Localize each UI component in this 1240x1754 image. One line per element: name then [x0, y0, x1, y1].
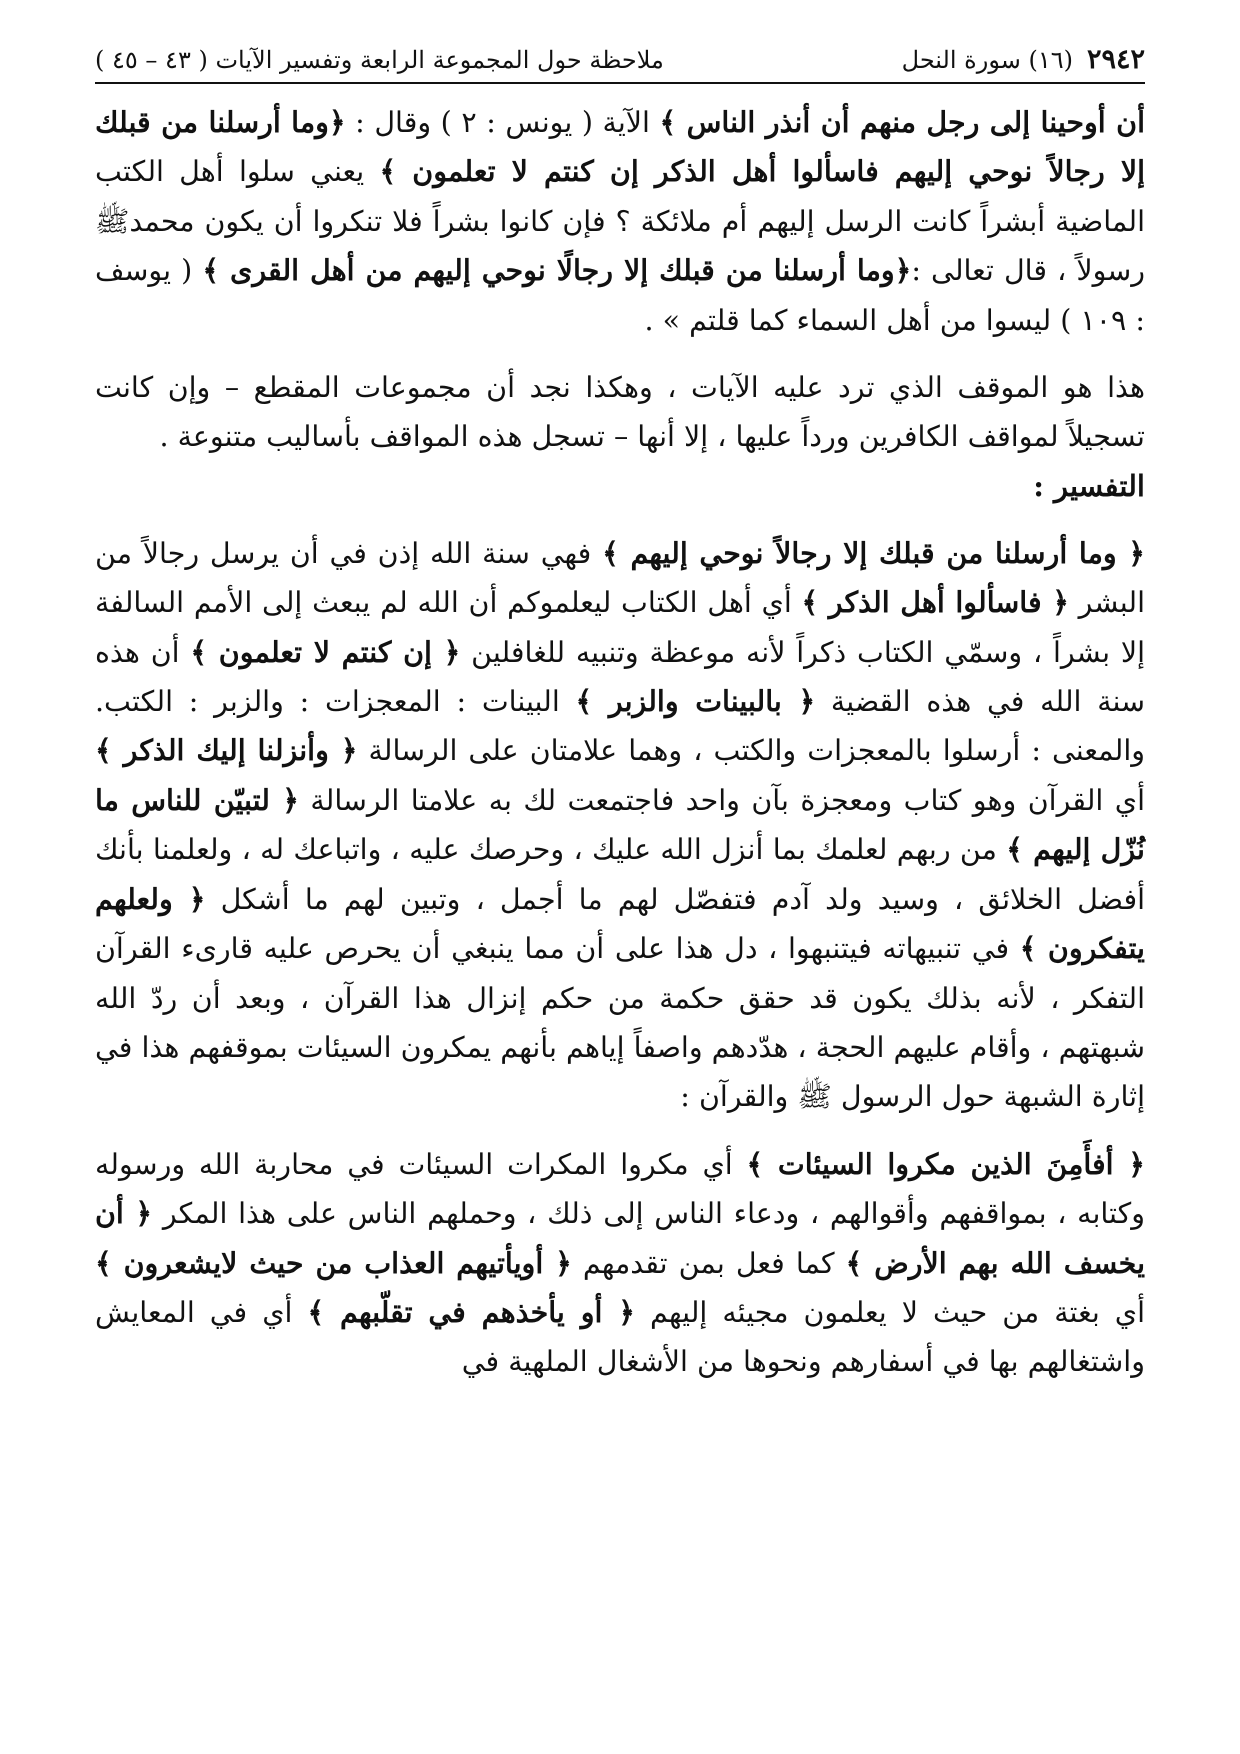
- commentary-text: أي أهل الكتاب ليعلموكم أن الله لم يبعث إلى الأمم السالفة إلا بشراً ، وسمّي الكتاب ذكراً لأنه موعظة وتنبيه للغافلين: [95, 586, 1145, 669]
- commentary-text: البينات : المعجزات : والزبر : الكتب. والمعنى : أرسلوا بالمعجزات والكتب ، وهما علامتان على الرسالة: [95, 685, 1145, 768]
- commentary-text: أي القرآن وهو كتاب ومعجزة بآن واحد فاجتمعت لك به علامتا الرسالة: [298, 783, 1145, 817]
- section-topic: ملاحظة حول المجموعة الرابعة وتفسير الآيات ( ٤٣ – ٤٥ ): [95, 46, 664, 74]
- quran-quote: ﴿ لتبيّن للناس ما نُزّل إليهم ﴾: [95, 782, 1145, 867]
- commentary-text: أي في المعايش واشتغالهم بها في أسفارهم ونحوها من الأشغال الملهية في: [95, 1295, 1145, 1379]
- quran-quote: ﴿ أو يأخذهم في تقلّبهم ﴾: [307, 1294, 635, 1329]
- quran-quote: ﴿ بالبينات والزبر ﴾: [575, 684, 816, 719]
- commentary-text: كما فعل بمن تقدمهم: [571, 1246, 846, 1280]
- body-text: [95, 98, 1145, 1387]
- quran-quote: ﴿ ولعلهم يتفكرون ﴾: [95, 881, 1145, 966]
- paragraph-2: [95, 363, 1145, 462]
- quran-quote: ﴿ فاسألوا أهل الذكر ﴾: [801, 585, 1069, 620]
- commentary-text: ( يوسف : ١٠٩ ) ليسوا من أهل السماء كما قلتم » .: [95, 254, 1145, 337]
- quran-quote: ﴿وما أرسلنا من قبلك إلا رجالًا نوحي إليهم من أهل القرى ﴾: [202, 253, 912, 288]
- tafsir-paragraph-1: [95, 529, 1145, 1122]
- quran-quote: ﴿ إن كنتم لا تعلمون ﴾: [190, 634, 461, 669]
- paragraph-1: [95, 98, 1145, 345]
- commentary-text: أي مكروا المكرات السيئات في محاربة الله ورسوله وكتابه ، بمواقفهم وأقوالهم ، ودعاء الناس إلى ذلك ، وحملهم الناس على هذا المكر: [95, 1147, 1145, 1231]
- commentary-text: من ربهم لعلمك بما أنزل الله عليك ، وحرصك عليه ، واتباعك له ، ولعلمنا بأنك أفضل الخلائق ، وسيد ولد آدم فتفصّل لهم ما أجمل ، وتبين لهم ما أشكل: [95, 833, 1145, 916]
- commentary-text: في تنبيهاته فيتنبهوا ، دل هذا على أن مما ينبغي أن يحرص عليه قارىء القرآن التفكر ، لأنه بذلك يكون قد حقق حكمة من حكم إنزال هذا القرآن ، وبعد أن ردّ الله شبهتهم ، وأقام عليهم الحجة ، هدّدهم واصفاً إياهم بأنهم يمكرون السيئات بموقفهم هذا في إثارة الشبهة حول الرسول ﷺ والقرآن :: [95, 932, 1145, 1114]
- quran-quote: ﴿ أفأَمِنَ الذين مكروا السيئات ﴾: [746, 1146, 1145, 1181]
- running-header: [95, 40, 1145, 84]
- commentary-text: يعني سلوا أهل الكتب الماضية أبشراً كانت الرسل إليهم أم ملائكة ؟ فإن كانوا بشراً فلا تنكروا أن يكون محمدﷺ رسولاً ، قال تعالى :: [95, 155, 1145, 288]
- tafsir-paragraph-2: [95, 1140, 1145, 1387]
- quran-quote: ﴿ وأنزلنا إليك الذكر ﴾: [95, 733, 358, 768]
- page-number: ٢٩٤٢: [1086, 44, 1145, 75]
- tafsir-heading: التفسير :: [1033, 468, 1145, 503]
- commentary-text: الآية ( يونس : ٢ ) وقال :: [345, 106, 660, 139]
- sura-title: (١٦) سورة النحل: [901, 46, 1073, 74]
- quran-quote: أن أوحينا إلى رجل منهم أن أنذر الناس ﴾: [659, 105, 1145, 139]
- quran-quote: ﴿ أويأتيهم العذاب من حيث لايشعرون ﴾: [95, 1245, 572, 1280]
- quran-quote: ﴿ وما أرسلنا من قبلك إلا رجالاً نوحي إليهم ﴾: [602, 535, 1146, 570]
- commentary-text: هذا هو الموقف الذي ترد عليه الآيات ، وهكذا نجد أن مجموعات المقطع – وإن كانت تسجيلاً لمواقف الكافرين ورداً عليها ، إلا أنها – تسجل هذه المواقف بأساليب متنوعة .: [95, 371, 1145, 454]
- quran-quote: ﴿وما أرسلنا من قبلك إلا رجالاً نوحي إليهم فاسألوا أهل الذكر إن كنتم لا تعلمون ﴾: [95, 105, 1145, 189]
- commentary-text: فهي سنة الله إذن في أن يرسل رجالاً من البشر: [95, 536, 1145, 620]
- quran-quote: ﴿ أن يخسف الله بهم الأرض ﴾: [95, 1196, 1146, 1280]
- commentary-text: أي بغتة من حيث لا يعلمون مجيئه إليهم: [634, 1295, 1146, 1329]
- commentary-text: أن هذه سنة الله في هذه القضية: [95, 635, 1145, 719]
